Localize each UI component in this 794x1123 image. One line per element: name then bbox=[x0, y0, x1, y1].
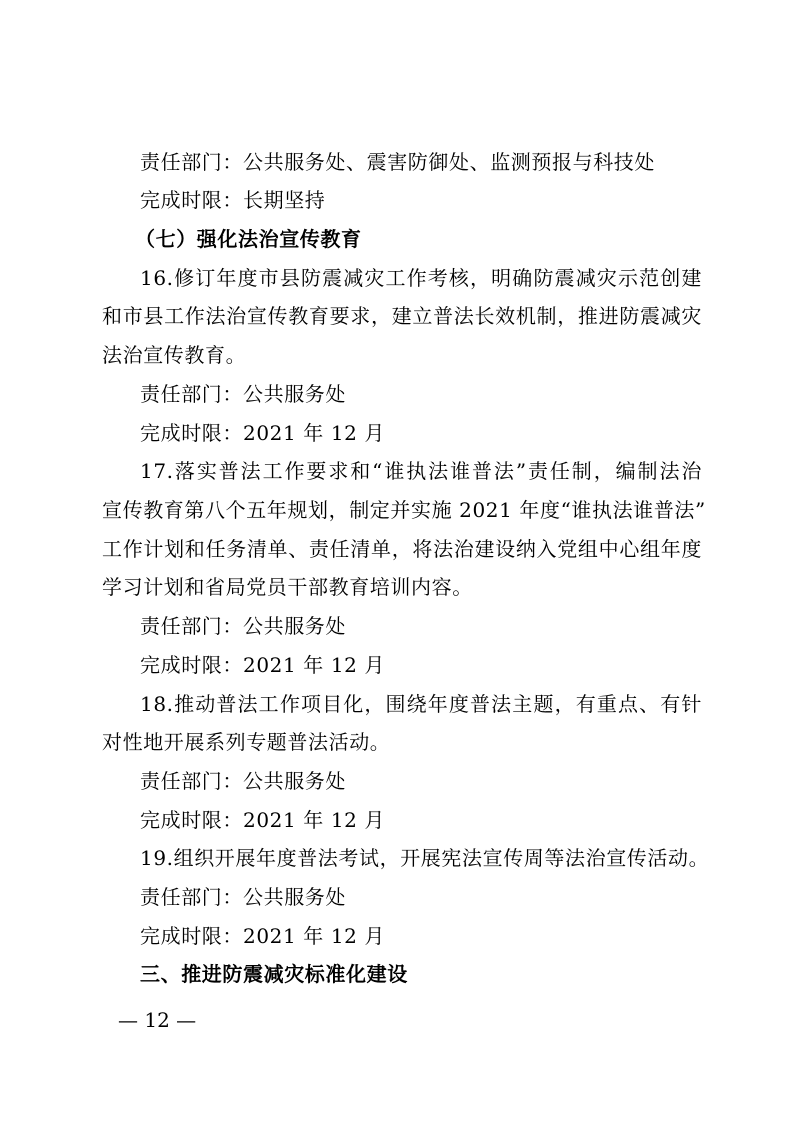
item-18-text-line-1: 18.推动普法工作项目化，围绕年度普法主题，有重点、有针 bbox=[140, 692, 702, 716]
responsible-dept-line: 责任部门：公共服务处 bbox=[140, 382, 346, 406]
deadline-line: 完成时限：2021 年 12 月 bbox=[140, 421, 386, 445]
item-19-text-line-1: 19.组织开展年度普法考试，开展宪法宣传周等法治宣传活动。 bbox=[140, 846, 710, 870]
deadline-line: 完成时限：2021 年 12 月 bbox=[140, 924, 386, 948]
responsible-dept-line: 责任部门：公共服务处 bbox=[140, 614, 346, 638]
item-16-text-line-1: 16.修订年度市县防震减灾工作考核，明确防震减灾示范创建 bbox=[140, 266, 702, 290]
deadline-line: 完成时限：长期坚持 bbox=[140, 188, 326, 212]
page-number: — 12 — bbox=[118, 1008, 197, 1032]
item-17-text-line-4: 学习计划和省局党员干部教育培训内容。 bbox=[102, 575, 473, 599]
item-17-text-line-1: 17.落实普法工作要求和“谁执法谁普法”责任制，编制法治 bbox=[140, 459, 702, 483]
item-16-text-line-3: 法治宣传教育。 bbox=[102, 343, 247, 367]
responsible-dept-line: 责任部门：公共服务处、震害防御处、监测预报与科技处 bbox=[140, 150, 655, 174]
section-heading: 三、推进防震减灾标准化建设 bbox=[140, 962, 408, 986]
item-17-text-line-2: 宣传教育第八个五年规划，制定并实施 2021 年度“谁执法谁普法” bbox=[102, 498, 706, 522]
item-16-text-line-2: 和市县工作法治宣传教育要求，建立普法长效机制，推进防震减灾 bbox=[102, 304, 702, 328]
deadline-line: 完成时限：2021 年 12 月 bbox=[140, 808, 386, 832]
responsible-dept-line: 责任部门：公共服务处 bbox=[140, 769, 346, 793]
item-17-text-line-3: 工作计划和任务清单、责任清单，将法治建设纳入党组中心组年度 bbox=[102, 537, 702, 561]
item-18-text-line-2: 对性地开展系列专题普法活动。 bbox=[102, 730, 391, 754]
responsible-dept-line: 责任部门：公共服务处 bbox=[140, 885, 346, 909]
section-subheading: （七）强化法治宣传教育 bbox=[135, 227, 362, 251]
deadline-line: 完成时限：2021 年 12 月 bbox=[140, 653, 386, 677]
